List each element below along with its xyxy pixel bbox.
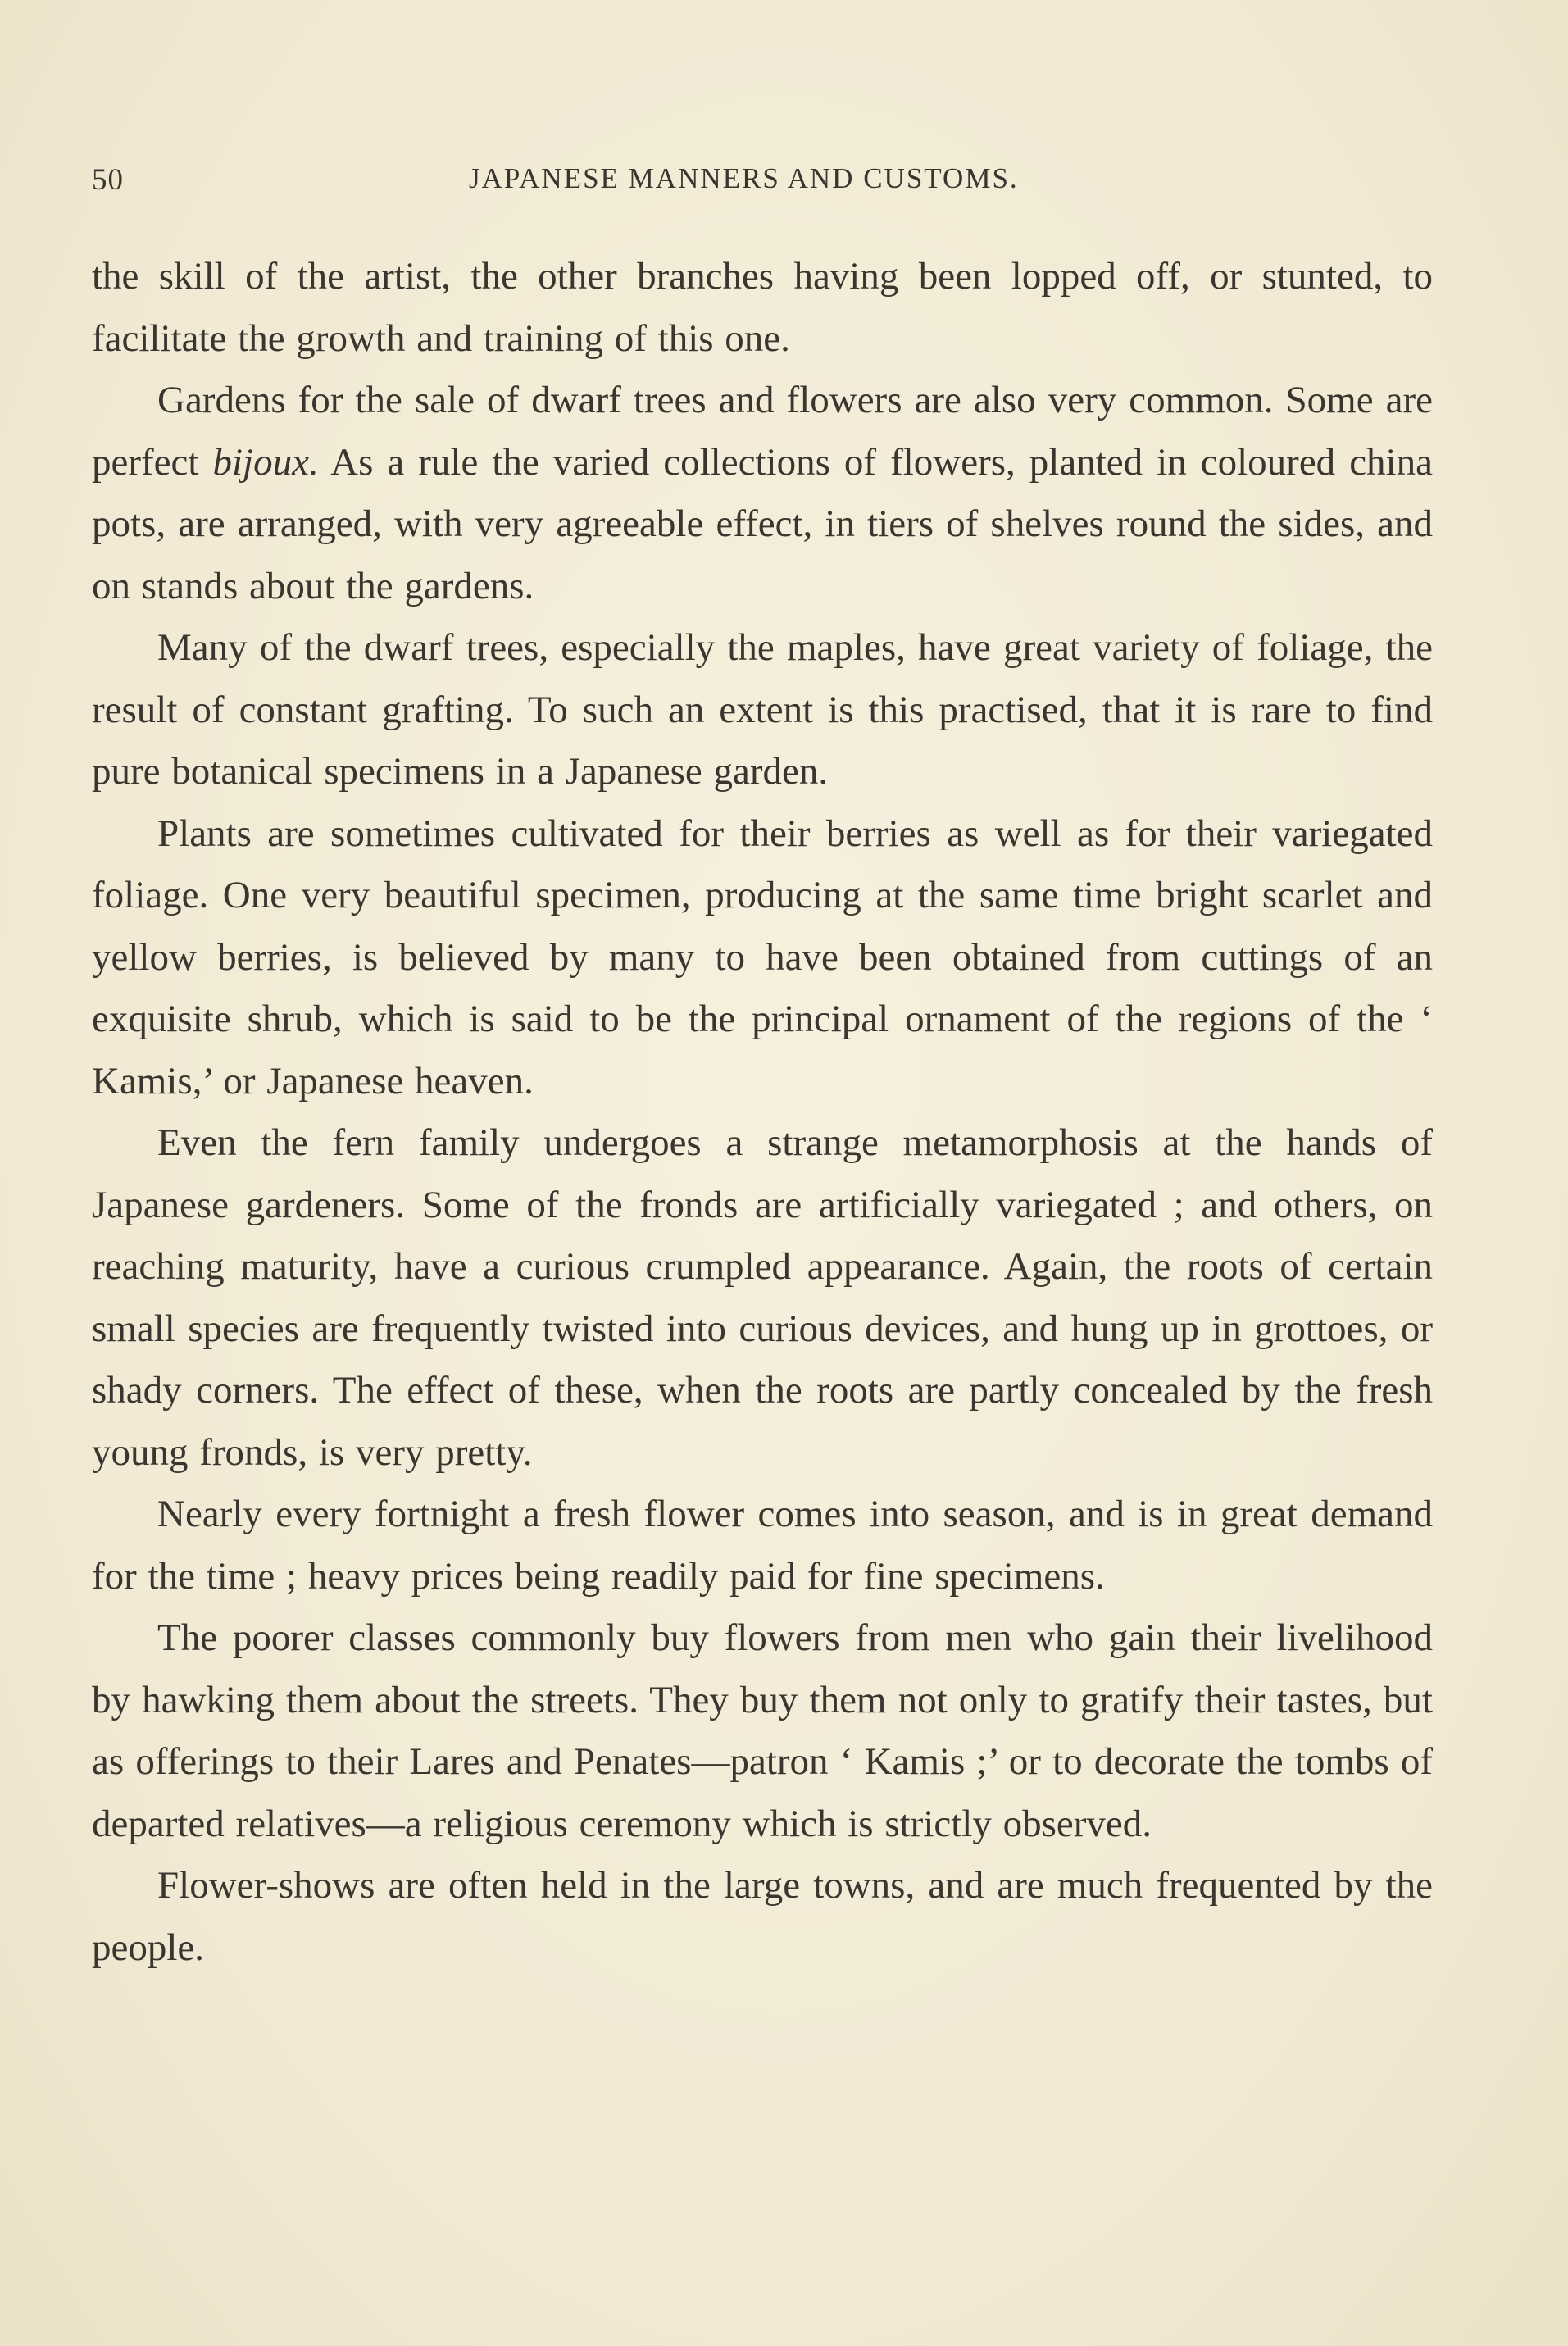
- paragraph-gardens-part-2: As a rule the varied collections of flowers, planted in coloured china pots, are arranged, with very agreeable effect, in tiers of shelves round the sides, and on stands about the gardens.: [92, 440, 1433, 607]
- paragraph-plants-berries: Plants are sometimes cultivated for their berries as well as for their variegated foliage. One very beautiful specimen, producing at the same time bright scarlet and yellow berries, is believed by many to have been obtained from cuttings of an exquisite shrub, which is said to be the principal ornament of the regions of the ‘ Kamis,’ or Japanese heaven.: [92, 812, 1433, 1103]
- italic-bijoux: bijoux.: [212, 440, 319, 484]
- paragraph-fortnight-flower: Nearly every fortnight a fresh flower comes into season, and is in great demand for the time ; heavy prices being readily paid for fine specimens.: [92, 1493, 1433, 1598]
- paragraph-gardens-part-1: Gardens for the sale of dwarf trees and flowers are also very common. Some are perfect: [92, 379, 1433, 484]
- running-head: [92, 162, 1433, 211]
- paragraph-flower-shows: Flower-shows are often held in the large towns, and are much frequented by the people.: [92, 1864, 1433, 1969]
- page-number: 50: [92, 163, 124, 197]
- paragraph-dwarf-trees: Many of the dwarf trees, especially the maples, have great variety of foliage, the result of constant grafting. To such an extent is this practised, that it is rare to find pure botanical specimens in a Japanese garden.: [92, 626, 1433, 793]
- paragraph-poorer-classes: The poorer classes commonly buy flowers from men who gain their livelihood by hawking them about the streets. They buy them not only to gratify their tastes, but as offerings to their Lares and Penates—patron ‘ Kamis ;’ or to decorate the tombs of departed relatives—a religious ceremony which is strictly observed.: [92, 1616, 1433, 1845]
- paragraph-continuation: the skill of the artist, the other branches having been lopped off, or stunted, to facilitate the growth and training of this one.: [92, 255, 1433, 360]
- running-title: JAPANESE MANNERS AND CUSTOMS.: [469, 162, 1019, 194]
- body-text: [92, 246, 1433, 1979]
- paragraph-fern-family: Even the fern family undergoes a strange metamorphosis at the hands of Japanese gardeners. Some of the fronds are artificially variegated ; and others, on reaching maturity, have a curious crumpled appearance. Again, the roots of certain small species are frequently twisted into curious devices, and hung up in grottoes, or shady corners. The effect of these, when the roots are partly concealed by the fresh young fronds, is very pretty.: [92, 1121, 1433, 1474]
- paragraph-gardens: [92, 370, 1433, 617]
